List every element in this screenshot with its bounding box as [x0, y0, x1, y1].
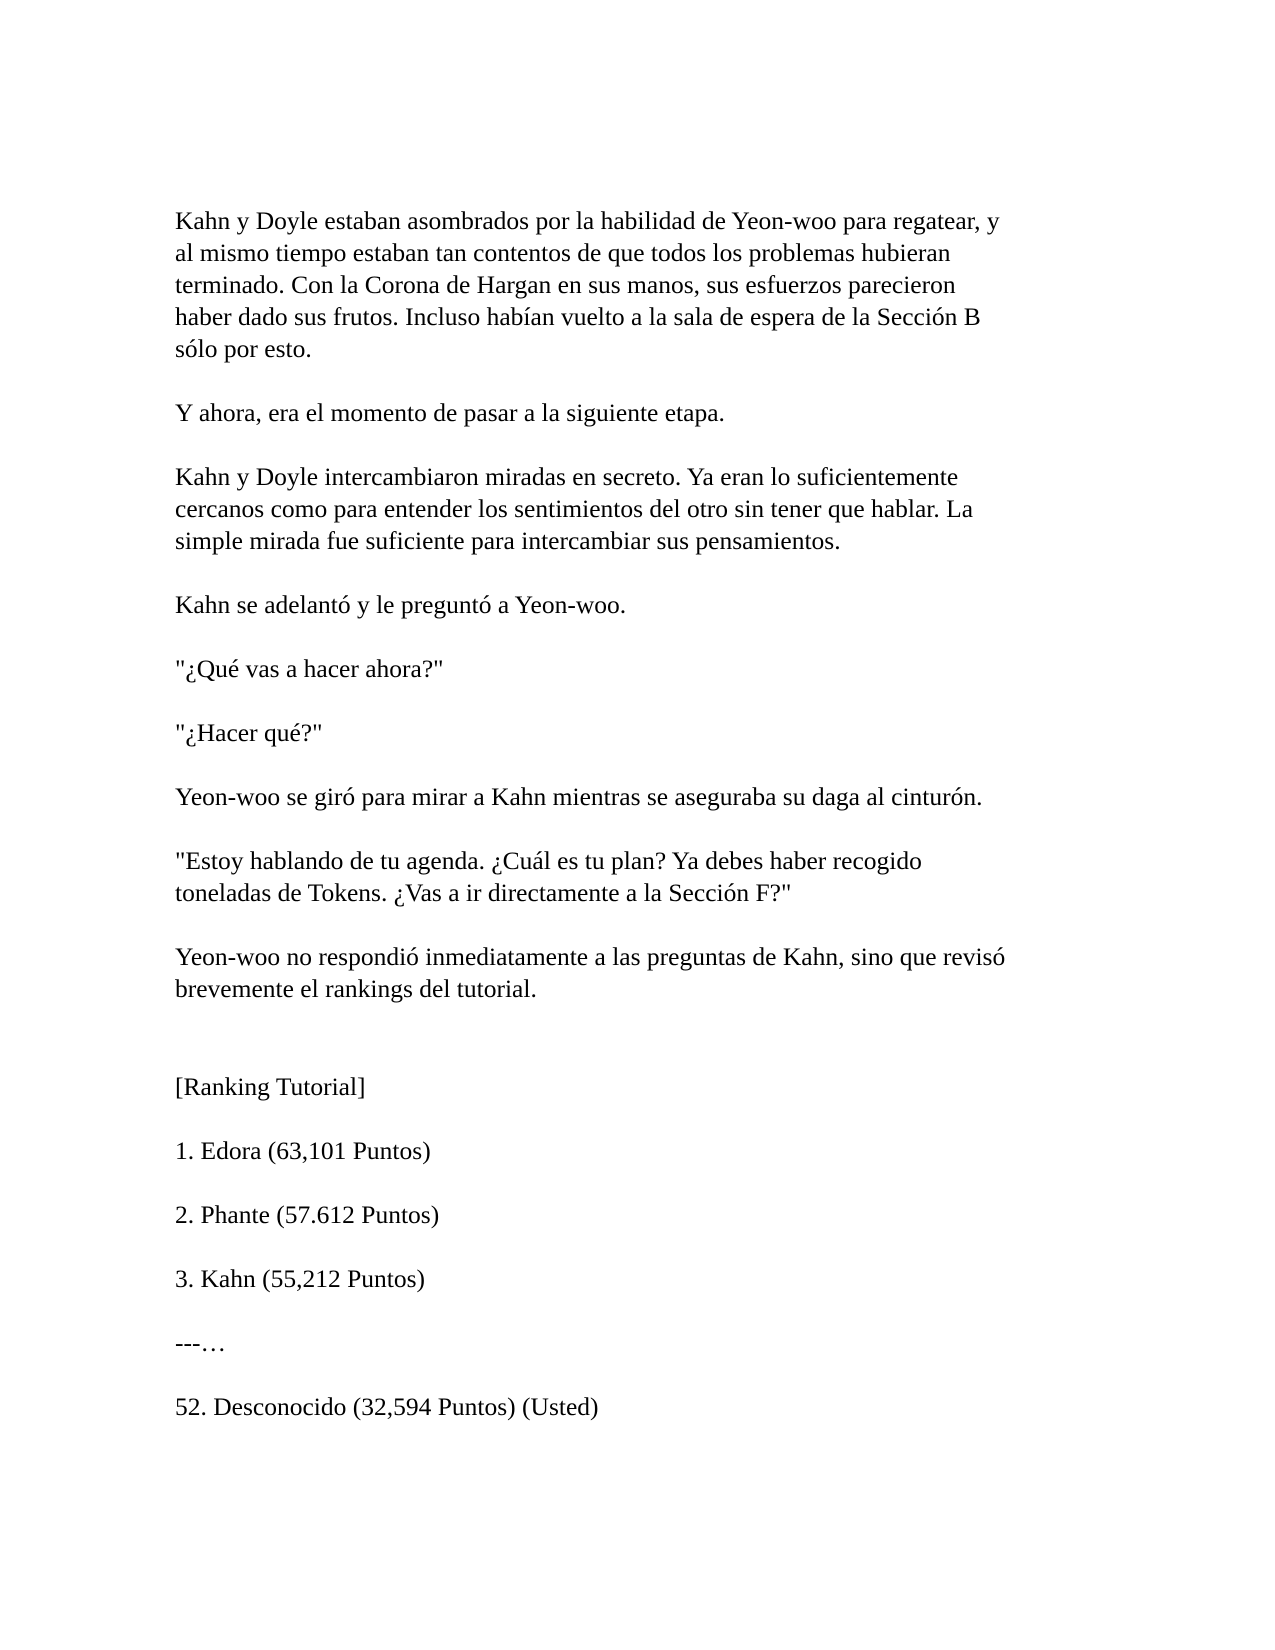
ranking-title: [Ranking Tutorial] [175, 1072, 366, 1101]
ranking-entry-3: 3. Kahn (55,212 Puntos) [175, 1264, 426, 1293]
ranking-entry-user: 52. Desconocido (32,594 Puntos) (Usted) [175, 1392, 599, 1421]
dialogue-line-2: "¿Hacer qué?" [175, 718, 323, 747]
paragraph-4: Kahn se adelantó y le preguntó a Yeon-woo. [175, 590, 627, 619]
paragraph-3: Kahn y Doyle intercambiaron miradas en secreto. Ya eran lo suficientemente cercanos como para entender los sentimientos del otro sin tener que hablar. La simple mirada fue suficiente para intercambiar sus pensamientos. [175, 462, 974, 555]
ranking-entry-1: 1. Edora (63,101 Puntos) [175, 1136, 431, 1165]
paragraph-2: Y ahora, era el momento de pasar a la siguiente etapa. [175, 398, 725, 427]
dialogue-line-1: "¿Qué vas a hacer ahora?" [175, 654, 444, 683]
ranking-entry-2: 2. Phante (57.612 Puntos) [175, 1200, 440, 1229]
paragraph-5: Yeon-woo se giró para mirar a Kahn mientras se aseguraba su daga al cinturón. [175, 782, 983, 811]
paragraph-1: Kahn y Doyle estaban asombrados por la habilidad de Yeon-woo para regatear, y al mismo tiempo estaban tan contentos de que todos los problemas hubieran terminado. Con la Corona de Hargan en sus manos, sus esfuerzos parecieron haber dado sus frutos. Incluso habían vuelto a la sala de espera de la Sección B sólo por esto. [175, 206, 1000, 363]
ranking-ellipsis: ---… [175, 1328, 226, 1357]
document-page [175, 205, 1105, 1423]
dialogue-line-3: "Estoy hablando de tu agenda. ¿Cuál es tu plan? Ya debes haber recogido toneladas de Tokens. ¿Vas a ir directamente a la Sección F?" [175, 846, 922, 907]
paragraph-6: Yeon-woo no respondió inmediatamente a las preguntas de Kahn, sino que revisó brevemente el rankings del tutorial. [175, 942, 1006, 1003]
